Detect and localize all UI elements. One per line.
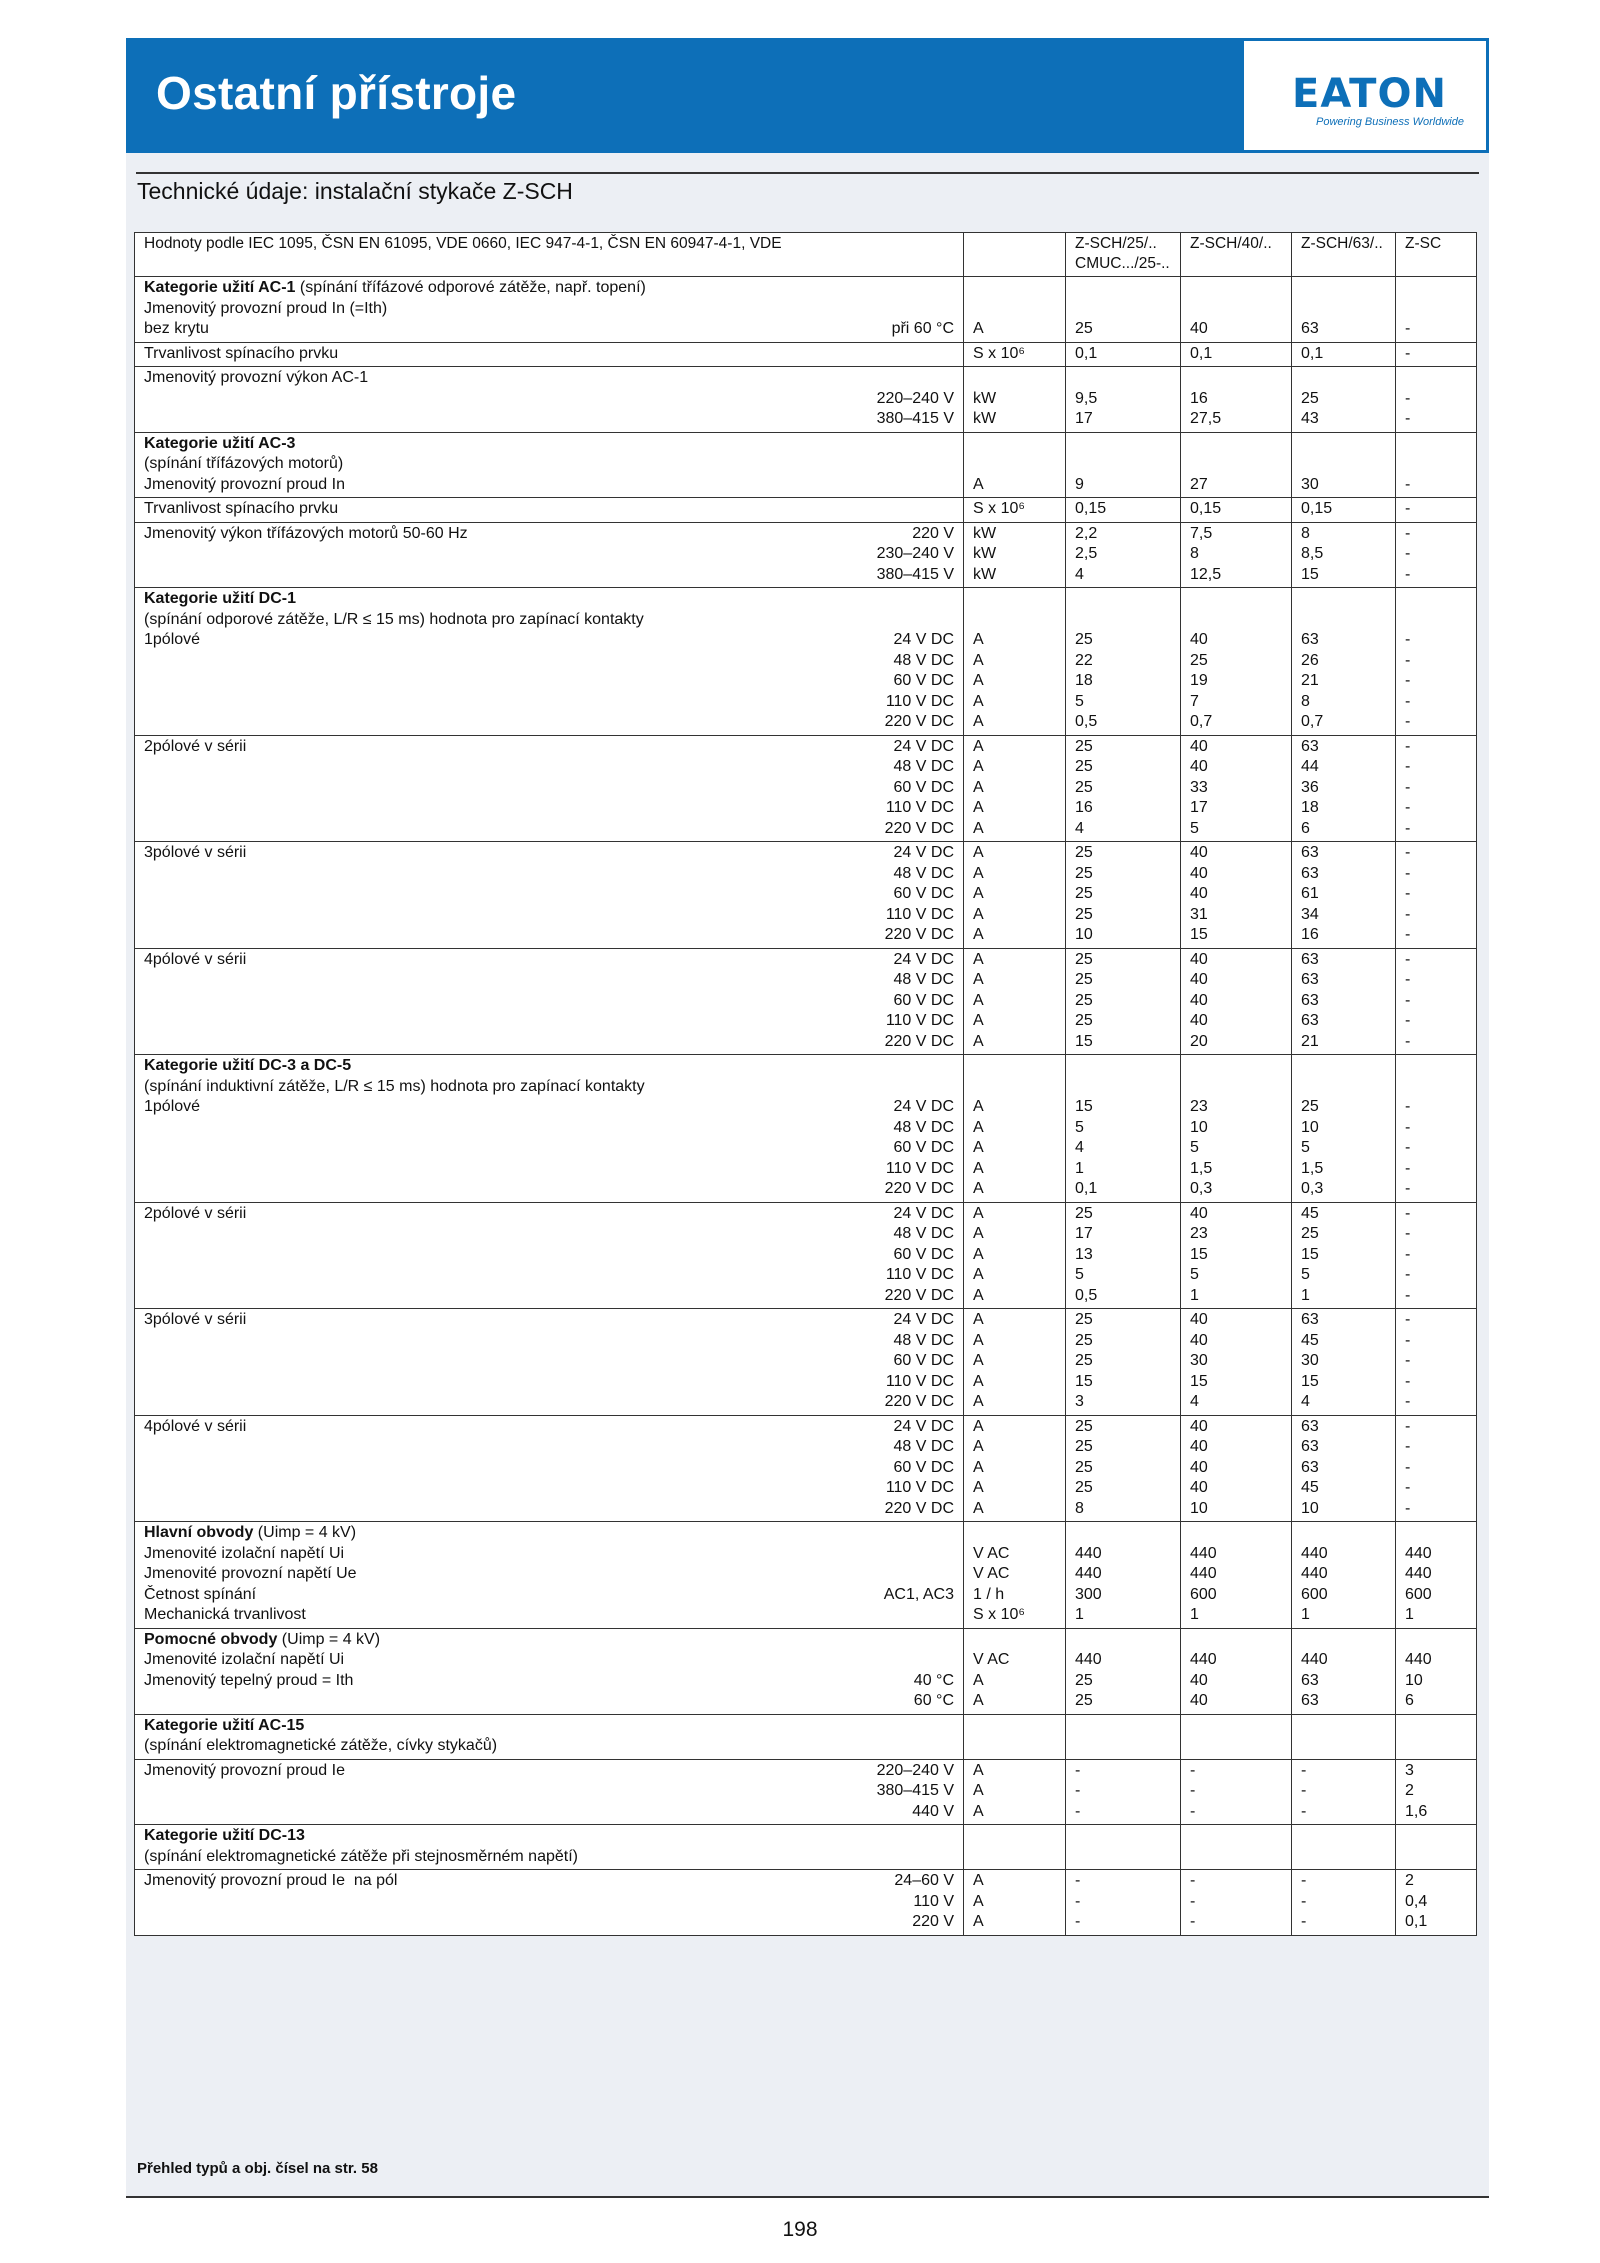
- value-cell-zsc: - - - - -: [1396, 1415, 1477, 1522]
- param-cell: [135, 1055, 964, 1203]
- category-note: (spínání induktivní zátěže, L/R ≤ 15 ms) hodnota pro zapínací kontakty: [144, 1077, 645, 1095]
- param-cell: [135, 277, 964, 343]
- param-label: Jmenovitý provozní proud In (=Ith) bez krytu: [144, 299, 388, 337]
- value-cell-zsc: [1396, 1714, 1477, 1759]
- category-title: Kategorie užití AC-3: [144, 434, 296, 452]
- param-label: 2pólové v sérii: [144, 737, 247, 755]
- param-cell: [135, 432, 964, 498]
- param-cell: [135, 1825, 964, 1870]
- page-header: [126, 38, 1489, 153]
- param-cell: [135, 588, 964, 736]
- param-label: 4pólové v sérii: [144, 950, 247, 968]
- param-label: (spínání elektromagnetické zátěže, cívky stykačů): [144, 1737, 498, 1754]
- page-number: 198: [782, 2218, 818, 2241]
- table-row: [135, 1714, 1477, 1759]
- value-cell-zsc: - - - - -: [1396, 842, 1477, 949]
- table-row: [135, 277, 1477, 343]
- value-cell-zsch40: 40 23 15 5 1: [1181, 1202, 1292, 1309]
- value-cell-zsch25: 0,1: [1066, 342, 1181, 367]
- param-label: Jmenovitý provozní proud In: [144, 475, 345, 493]
- value-cell-zsch63: 63 45 30 15 4: [1292, 1309, 1396, 1416]
- unit-cell: S x 10⁶: [964, 342, 1066, 367]
- param-cell: [135, 1309, 964, 1416]
- param-condition: 220–240 V 380–415 V 440 V: [876, 1761, 954, 1820]
- value-cell-zsch63: 63 63 63 45 10: [1292, 1415, 1396, 1522]
- param-cell: [135, 735, 964, 842]
- value-cell-zsch40: 440 440 600 1: [1181, 1522, 1292, 1629]
- value-cell-zsch40: 27: [1181, 432, 1292, 498]
- table-row: [135, 1759, 1477, 1825]
- param-label: 1pólové: [144, 631, 201, 648]
- value-cell-zsch25: 440 440 300 1: [1066, 1522, 1181, 1629]
- category-note: (spínání třífázové odporové zátěže, např. topení): [295, 279, 646, 296]
- table-row: [135, 1309, 1477, 1416]
- table-row: [135, 498, 1477, 523]
- param-line: [144, 1847, 954, 1868]
- value-cell-zsch40: 40 40 40 40 10: [1181, 1415, 1292, 1522]
- value-cell-zsch40: 40: [1181, 277, 1292, 343]
- category-title: Pomocné obvody: [144, 1630, 278, 1648]
- table-row: [135, 1628, 1477, 1714]
- param-label: 4pólové v sérii: [144, 1417, 247, 1435]
- param-cell: [135, 1870, 964, 1936]
- spec-table: [134, 232, 1477, 1936]
- param-line: [144, 630, 954, 733]
- unit-cell: [964, 1714, 1066, 1759]
- param-cell: [135, 1759, 964, 1825]
- value-cell-zsch63: 440 440 600 1: [1292, 1522, 1396, 1629]
- value-cell-zsc: - - - - -: [1396, 1202, 1477, 1309]
- value-cell-zsc: -: [1396, 498, 1477, 523]
- value-cell-zsch25: 25 25 25 16 4: [1066, 735, 1181, 842]
- value-cell-zsch25: 9,5 17: [1066, 367, 1181, 433]
- param-line: [144, 1417, 954, 1520]
- value-cell-zsch40: 40 40 40 31 15: [1181, 842, 1292, 949]
- param-condition: 24 V DC 48 V DC 60 V DC 110 V DC 220 V DC: [884, 950, 954, 1050]
- unit-cell: A A A A A: [964, 735, 1066, 842]
- value-cell-zsch40: 0,15: [1181, 498, 1292, 523]
- value-cell-zsch25: 440 25 25: [1066, 1628, 1181, 1714]
- col-header-zsch25: Z-SCH/25/.. CMUC.../25-..: [1066, 233, 1181, 277]
- table-row: [135, 1202, 1477, 1309]
- value-cell-zsch40: 40 40 30 15 4: [1181, 1309, 1292, 1416]
- param-cell: [135, 842, 964, 949]
- value-cell-zsch63: 63 26 21 8 0,7: [1292, 588, 1396, 736]
- table-row: [135, 735, 1477, 842]
- value-cell-zsch25: - - -: [1066, 1759, 1181, 1825]
- param-line: [144, 299, 954, 340]
- unit-cell: A A A A A: [964, 588, 1066, 736]
- value-cell-zsch63: 0,1: [1292, 342, 1396, 367]
- value-cell-zsch25: [1066, 1825, 1181, 1870]
- logo-tagline: Powering Business Worldwide: [1316, 116, 1464, 128]
- param-condition: 24 V DC 48 V DC 60 V DC 110 V DC 220 V DC: [884, 737, 954, 837]
- param-label: Jmenovité izolační napětí Ui Jmenovité provozní napětí Ue Četnost spínání Mechanická trvanlivost: [144, 1544, 357, 1623]
- table-row: [135, 1870, 1477, 1936]
- param-label: 1pólové: [144, 1098, 201, 1115]
- param-condition: 220–240 V 380–415 V: [876, 389, 954, 427]
- norms-cell: Hodnoty podle IEC 1095, ČSN EN 61095, VDE 0660, IEC 947-4-1, ČSN EN 60947-4-1, VDE: [135, 233, 964, 277]
- value-cell-zsch63: 63 63 63 63 21: [1292, 948, 1396, 1055]
- unit-cell: A A A A A: [964, 1309, 1066, 1416]
- value-cell-zsch25: - - -: [1066, 1870, 1181, 1936]
- category-title: Hlavní obvody: [144, 1524, 254, 1541]
- col-header-zsch63: Z-SCH/63/..: [1292, 233, 1396, 277]
- value-cell-zsch25: 25 17 13 5 0,5: [1066, 1202, 1181, 1309]
- param-cell: [135, 1522, 964, 1629]
- value-cell-zsch25: 0,15: [1066, 498, 1181, 523]
- section-divider: [136, 172, 1479, 174]
- param-line: [144, 1761, 954, 1823]
- table-row: [135, 842, 1477, 949]
- value-cell-zsch25: 25 25 25 15 3: [1066, 1309, 1181, 1416]
- param-line: [144, 344, 954, 365]
- param-line: [144, 1736, 954, 1757]
- unit-cell: A A A A A: [964, 1202, 1066, 1309]
- param-condition: 24 V DC 48 V DC 60 V DC 110 V DC 220 V DC: [884, 1417, 954, 1517]
- param-condition: 24 V DC 48 V DC 60 V DC 110 V DC 220 V DC: [884, 1098, 954, 1197]
- param-label: Trvanlivost spínacího prvku: [144, 500, 339, 517]
- value-cell-zsch25: 9: [1066, 432, 1181, 498]
- param-label: Jmenovité izolační napětí Ui Jmenovitý tepelný proud = Ith: [144, 1651, 354, 1689]
- value-cell-zsc: 440 10 6: [1396, 1628, 1477, 1714]
- eaton-logo: [1241, 38, 1489, 153]
- value-cell-zsch63: 63 44 36 18 6: [1292, 735, 1396, 842]
- value-cell-zsc: [1396, 1825, 1477, 1870]
- value-cell-zsch25: 25 25 25 25 8: [1066, 1415, 1181, 1522]
- value-cell-zsc: -: [1396, 277, 1477, 343]
- param-label: Jmenovitý provozní proud Ie na pól: [144, 1872, 398, 1889]
- catalog-reference: Přehled typů a obj. čísel na str. 58: [137, 2160, 378, 2177]
- value-cell-zsch40: [1181, 1825, 1292, 1870]
- value-cell-zsc: - -: [1396, 367, 1477, 433]
- category-note: (Uimp = 4 kV): [253, 1524, 357, 1541]
- value-cell-zsch63: 63: [1292, 277, 1396, 343]
- value-cell-zsch40: 40 25 19 7 0,7: [1181, 588, 1292, 736]
- logo-wordmark: EATON: [1292, 71, 1447, 117]
- unit-cell: A A A A A: [964, 1055, 1066, 1203]
- table-row: [135, 1415, 1477, 1522]
- value-cell-zsc: 2 0,4 0,1: [1396, 1870, 1477, 1936]
- value-cell-zsch25: 25 25 25 25 10: [1066, 842, 1181, 949]
- param-cell: [135, 498, 964, 523]
- param-condition: 24–60 V 110 V 220 V: [894, 1872, 954, 1930]
- value-cell-zsc: -: [1396, 342, 1477, 367]
- value-cell-zsch63: 45 25 15 5 1: [1292, 1202, 1396, 1309]
- table-header-row: [135, 233, 1477, 277]
- unit-cell: A A A A A: [964, 842, 1066, 949]
- unit-header-cell: [964, 233, 1066, 277]
- param-label: Jmenovitý provozní proud Ie: [144, 1761, 345, 1779]
- value-cell-zsch25: [1066, 1714, 1181, 1759]
- value-cell-zsch63: - - -: [1292, 1759, 1396, 1825]
- table-row: [135, 432, 1477, 498]
- table-row: [135, 1522, 1477, 1629]
- value-cell-zsc: - - - - -: [1396, 1309, 1477, 1416]
- param-condition: 220 V 230–240 V 380–415 V: [876, 524, 954, 583]
- value-cell-zsc: 3 2 1,6: [1396, 1759, 1477, 1825]
- param-label: 3pólové v sérii: [144, 1311, 247, 1328]
- page-title: Ostatní přístroje: [156, 67, 517, 119]
- value-cell-zsc: -: [1396, 432, 1477, 498]
- value-cell-zsch40: 0,1: [1181, 342, 1292, 367]
- param-line: [144, 499, 954, 520]
- value-cell-zsc: - - -: [1396, 522, 1477, 588]
- unit-cell: kW kW kW: [964, 522, 1066, 588]
- param-cell: [135, 522, 964, 588]
- param-condition: 40 °C 60 °C: [913, 1671, 954, 1709]
- value-cell-zsch63: [1292, 1825, 1396, 1870]
- value-cell-zsch40: [1181, 1714, 1292, 1759]
- value-cell-zsc: 440 440 600 1: [1396, 1522, 1477, 1629]
- value-cell-zsch40: - - -: [1181, 1870, 1292, 1936]
- value-cell-zsch40: - - -: [1181, 1759, 1292, 1825]
- unit-cell: V AC V AC 1 / h S x 10⁶: [964, 1522, 1066, 1629]
- unit-cell: S x 10⁶: [964, 498, 1066, 523]
- param-condition: při 60 °C: [891, 320, 954, 337]
- value-cell-zsch63: 30: [1292, 432, 1396, 498]
- unit-cell: A A A: [964, 1759, 1066, 1825]
- table-row: [135, 522, 1477, 588]
- param-condition: 24 V DC 48 V DC 60 V DC 110 V DC 220 V DC: [884, 1311, 954, 1410]
- value-cell-zsch40: 23 10 5 1,5 0,3: [1181, 1055, 1292, 1203]
- table-row: [135, 1055, 1477, 1203]
- value-cell-zsch25: 2,2 2,5 4: [1066, 522, 1181, 588]
- table-row: [135, 948, 1477, 1055]
- param-cell: [135, 342, 964, 367]
- param-line: [144, 737, 954, 840]
- value-cell-zsc: - - - - -: [1396, 1055, 1477, 1203]
- value-cell-zsch63: 63 63 61 34 16: [1292, 842, 1396, 949]
- value-cell-zsch25: 15 5 4 1 0,1: [1066, 1055, 1181, 1203]
- param-cell: [135, 1628, 964, 1714]
- value-cell-zsch25: 25 22 18 5 0,5: [1066, 588, 1181, 736]
- value-cell-zsch63: 0,15: [1292, 498, 1396, 523]
- table-row: [135, 588, 1477, 736]
- param-label: Jmenovitý provozní výkon AC-1: [144, 369, 369, 386]
- table-row: [135, 367, 1477, 433]
- col-header-zsch40: Z-SCH/40/..: [1181, 233, 1292, 277]
- table-row: [135, 342, 1477, 367]
- unit-cell: V AC A A: [964, 1628, 1066, 1714]
- param-cell: [135, 1714, 964, 1759]
- param-condition: 24 V DC 48 V DC 60 V DC 110 V DC 220 V DC: [884, 844, 954, 943]
- value-cell-zsch40: 40 40 40 40 20: [1181, 948, 1292, 1055]
- unit-cell: [964, 1825, 1066, 1870]
- value-cell-zsch63: 25 10 5 1,5 0,3: [1292, 1055, 1396, 1203]
- category-note: (Uimp = 4 kV): [277, 1630, 381, 1648]
- param-line: [144, 1650, 954, 1712]
- category-title: Kategorie užití DC-3 a DC-5: [144, 1057, 352, 1074]
- unit-cell: A A A A A: [964, 1415, 1066, 1522]
- value-cell-zsc: - - - - -: [1396, 735, 1477, 842]
- value-cell-zsc: - - - - -: [1396, 948, 1477, 1055]
- param-label: 3pólové v sérii: [144, 844, 247, 861]
- category-title: Kategorie užití AC-1: [144, 279, 296, 296]
- value-cell-zsch40: 7,5 8 12,5: [1181, 522, 1292, 588]
- value-cell-zsch40: 16 27,5: [1181, 367, 1292, 433]
- param-line: [144, 368, 954, 430]
- param-condition: AC1, AC3: [883, 1585, 954, 1603]
- unit-cell: A: [964, 277, 1066, 343]
- category-note: (spínání třífázových motorů): [144, 455, 344, 472]
- param-line: [144, 843, 954, 946]
- value-cell-zsch25: 25 25 25 25 15: [1066, 948, 1181, 1055]
- section-title: Technické údaje: instalační stykače Z-SCH: [137, 178, 573, 204]
- col-header-zsc: Z-SC: [1396, 233, 1477, 277]
- param-line: [144, 1097, 954, 1200]
- param-condition: 24 V DC 48 V DC 60 V DC 110 V DC 220 V DC: [884, 631, 954, 730]
- param-label: (spínání elektromagnetické zátěže při stejnosměrném napětí): [144, 1847, 578, 1865]
- category-title: Kategorie užití DC-13: [144, 1827, 305, 1844]
- value-cell-zsch63: 8 8,5 15: [1292, 522, 1396, 588]
- param-cell: [135, 948, 964, 1055]
- param-line: [144, 1204, 954, 1307]
- table-row: [135, 1825, 1477, 1870]
- param-cell: [135, 367, 964, 433]
- unit-cell: A A A: [964, 1870, 1066, 1936]
- value-cell-zsch40: 40 40 33 17 5: [1181, 735, 1292, 842]
- value-cell-zsch63: 25 43: [1292, 367, 1396, 433]
- unit-cell: A A A A A: [964, 948, 1066, 1055]
- unit-cell: kW kW: [964, 367, 1066, 433]
- value-cell-zsch40: 440 40 40: [1181, 1628, 1292, 1714]
- param-line: [144, 950, 954, 1053]
- param-label: Jmenovitý výkon třífázových motorů 50-60 Hz: [144, 524, 468, 542]
- value-cell-zsc: - - - - -: [1396, 588, 1477, 736]
- param-line: [144, 1871, 954, 1933]
- param-label: Trvanlivost spínacího prvku: [144, 344, 339, 362]
- category-title: Kategorie užití DC-1: [144, 590, 297, 607]
- category-note: (spínání odporové zátěže, L/R ≤ 15 ms) hodnota pro zapínací kontakty: [144, 610, 644, 628]
- param-line: [144, 1544, 954, 1626]
- param-condition: 24 V DC 48 V DC 60 V DC 110 V DC 220 V DC: [884, 1204, 954, 1304]
- value-cell-zsch63: [1292, 1714, 1396, 1759]
- footer-divider: [126, 2196, 1489, 2198]
- value-cell-zsch63: 440 63 63: [1292, 1628, 1396, 1714]
- unit-cell: A: [964, 432, 1066, 498]
- param-line: [144, 524, 954, 586]
- category-title: Kategorie užití AC-15: [144, 1716, 305, 1734]
- param-cell: [135, 1202, 964, 1309]
- param-line: [144, 475, 954, 496]
- value-cell-zsch63: - - -: [1292, 1870, 1396, 1936]
- param-line: [144, 1310, 954, 1413]
- param-cell: [135, 1415, 964, 1522]
- value-cell-zsch25: 25: [1066, 277, 1181, 343]
- param-label: 2pólové v sérii: [144, 1204, 247, 1222]
